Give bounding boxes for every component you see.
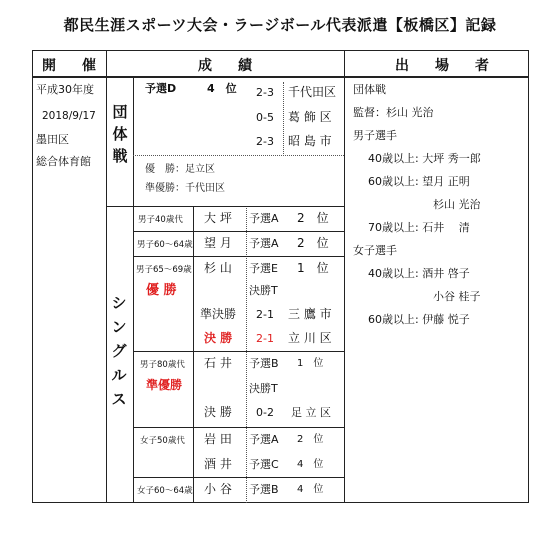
col-divider: [283, 82, 284, 154]
col-divider: [344, 50, 345, 503]
singles-pool: 予選C: [249, 458, 279, 471]
row-divider: [133, 477, 344, 478]
singles-place: 2 位: [297, 211, 329, 225]
participant-line: 団体戦: [353, 83, 386, 96]
participant-line: 60歳以上: 望月 正明: [368, 175, 470, 188]
participant-line: 40歳以上: 酒井 啓子: [368, 267, 470, 280]
singles-round: 決 勝: [204, 405, 232, 419]
header-seiseki: 成 績: [198, 58, 258, 74]
singles-place: 1 位: [297, 261, 329, 275]
team-label: 団 体 戦: [112, 103, 128, 165]
event-date: 2018/9/17: [42, 110, 96, 122]
col-divider: [246, 206, 247, 503]
participant-line: 杉山 光治: [433, 198, 481, 211]
header-kaisai: 開 催: [42, 58, 102, 74]
singles-pool: 予選B: [249, 357, 279, 370]
singles-place: 4 位: [297, 459, 324, 470]
col-divider: [133, 78, 134, 503]
singles-player: 岩 田: [204, 432, 232, 446]
singles-pool: 予選A: [249, 237, 279, 250]
singles-pool: 予選A: [249, 433, 279, 446]
singles-player: 大 坪: [204, 211, 232, 225]
singles-category: 男子80歳代: [140, 360, 185, 370]
singles-pool: 決勝T: [249, 382, 278, 395]
participant-line: 女子選手: [353, 244, 397, 257]
event-venue: 総合体育館: [36, 155, 91, 168]
singles-category: 男子65～69歳: [136, 265, 192, 275]
singles-score: 2-1: [256, 332, 274, 345]
singles-place: 2 位: [297, 434, 324, 445]
participant-line: 70歳以上: 石井 清: [368, 221, 470, 234]
team-winner: 優 勝：足立区: [145, 164, 215, 175]
team-match-score: 2-3: [256, 86, 274, 99]
page-title: 都民生涯スポーツ大会・ラージボール代表派遣【板橋区】記録: [63, 16, 497, 34]
row-divider: [133, 351, 344, 352]
row-divider: [133, 155, 344, 156]
singles-player: 杉 山: [204, 261, 232, 275]
team-match-score: 2-3: [256, 135, 274, 148]
singles-category: 女子60～64歳: [137, 486, 193, 496]
team-match-opponent: 千代田区: [288, 85, 337, 99]
row-divider: [133, 231, 344, 232]
singles-pool: 予選B: [249, 483, 279, 496]
participant-line: 監督：杉山 光治: [353, 106, 434, 119]
team-runner-up: 準優勝：千代田区: [145, 183, 225, 194]
singles-award: 準優勝: [146, 378, 183, 392]
singles-opponent: 三 鷹 市: [288, 307, 332, 321]
singles-pool: 予選A: [249, 212, 279, 225]
singles-award: 優 勝: [146, 283, 177, 298]
singles-player: 小 谷: [204, 482, 232, 496]
singles-player: 望 月: [204, 236, 232, 250]
team-match-score: 0-5: [256, 111, 274, 124]
singles-player: 酒 井: [204, 457, 232, 471]
singles-category: 男子40歳代: [138, 215, 183, 225]
singles-category: 女子50歳代: [140, 436, 185, 446]
team-rank: 4 位: [207, 82, 237, 95]
row-divider: [133, 427, 344, 428]
singles-player: 石 井: [204, 356, 232, 370]
singles-opponent: 立 川 区: [288, 331, 332, 345]
team-match-opponent: 昭 島 市: [288, 134, 332, 148]
participant-line: 男子選手: [353, 129, 397, 142]
participant-line: 小谷 桂子: [433, 290, 481, 303]
header-shutsujo: 出 場 者: [395, 58, 495, 74]
singles-pool: 決勝T: [249, 284, 278, 297]
header-divider: [32, 76, 529, 78]
team-pool: 予選D: [145, 82, 177, 95]
col-divider: [193, 206, 194, 503]
singles-opponent: 足 立 区: [291, 406, 331, 419]
event-ward: 墨田区: [36, 133, 69, 146]
row-divider: [106, 206, 344, 207]
singles-label: シ ン グ ル ス: [111, 294, 127, 408]
singles-category: 男子60～64歳: [137, 240, 193, 250]
singles-round: 決 勝: [204, 331, 233, 345]
singles-place: 2 位: [297, 236, 329, 250]
singles-place: 1 位: [297, 358, 324, 369]
team-match-opponent: 葛 飾 区: [288, 110, 332, 124]
singles-round: 準決勝: [200, 307, 237, 321]
singles-score: 0-2: [256, 406, 274, 419]
participant-line: 40歳以上: 大坪 秀一郎: [368, 152, 481, 165]
participant-line: 60歳以上: 伊藤 悦子: [368, 313, 470, 326]
singles-score: 2-1: [256, 308, 274, 321]
singles-pool: 予選E: [249, 262, 278, 275]
row-divider: [133, 256, 344, 257]
col-divider: [106, 50, 107, 503]
singles-place: 4 位: [297, 484, 324, 495]
event-era: 平成30年度: [36, 83, 94, 96]
